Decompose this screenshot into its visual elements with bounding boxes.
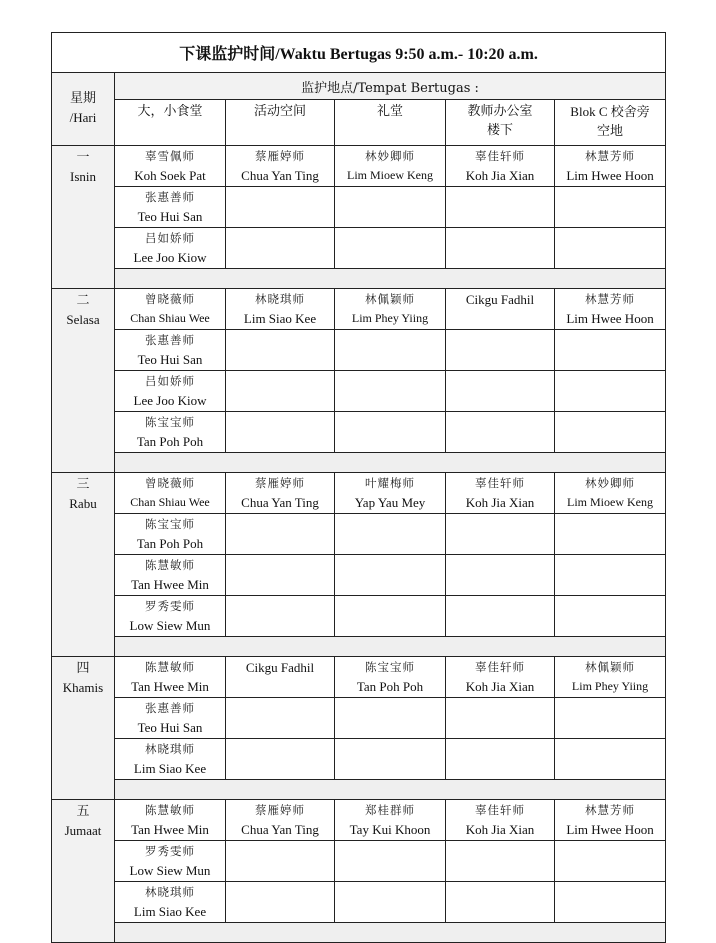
teacher-cell xyxy=(226,187,335,228)
teacher-name-zh: 陈慧敏师 xyxy=(145,660,195,674)
day-ms: Isnin xyxy=(70,169,96,184)
teacher-name-en: Teo Hui San xyxy=(137,352,203,367)
teacher-name-zh: 林晓琪师 xyxy=(145,885,195,899)
col-header-blok-c xyxy=(555,100,666,146)
day-separator xyxy=(115,780,666,800)
teacher-cell xyxy=(226,841,335,882)
teacher-cell xyxy=(555,330,666,371)
teacher-cell xyxy=(115,596,226,637)
day-separator xyxy=(115,637,666,657)
teacher-name-zh: 林佩颖师 xyxy=(585,660,636,674)
teacher-cell xyxy=(446,289,555,330)
teacher-name-zh: 张惠善师 xyxy=(145,190,195,204)
teacher-cell xyxy=(555,371,666,412)
teacher-cell xyxy=(115,841,226,882)
teacher-cell xyxy=(555,841,666,882)
table-row xyxy=(52,657,666,698)
teacher-name-zh: 林晓琪师 xyxy=(145,742,195,756)
col-header-text: 大，小食堂 xyxy=(137,104,203,119)
teacher-cell xyxy=(115,412,226,453)
teacher-name-en: Koh Jia Xian xyxy=(465,168,535,183)
teacher-name-en: Tan Poh Poh xyxy=(136,536,204,551)
teacher-name-zh: 罗秀雯师 xyxy=(145,599,195,613)
teacher-cell xyxy=(555,228,666,269)
teacher-name-en: Koh Soek Pat xyxy=(134,168,206,183)
teacher-cell xyxy=(335,800,446,841)
teacher-cell xyxy=(335,289,446,330)
day-header-ms: /Hari xyxy=(69,110,97,125)
table-row xyxy=(52,228,666,269)
teacher-name-zh: 蔡雁婷师 xyxy=(255,476,305,490)
day-separator-row xyxy=(52,453,666,473)
teacher-name-zh: 张惠善师 xyxy=(145,701,195,715)
teacher-name-zh: 吕如娇师 xyxy=(145,231,195,245)
teacher-cell xyxy=(226,882,335,923)
teacher-name-en: Tan Hwee Min xyxy=(131,822,209,837)
teacher-cell xyxy=(446,739,555,780)
day-separator-row xyxy=(52,780,666,800)
teacher-cell xyxy=(555,882,666,923)
col-header-text: Blok C 校舍旁 xyxy=(570,104,650,119)
teacher-cell xyxy=(555,698,666,739)
teacher-name-en: Lim Hwee Hoon xyxy=(566,311,654,326)
day-cell xyxy=(52,800,115,943)
day-ms: Khamis xyxy=(62,680,104,695)
teacher-name-zh: 吕如娇师 xyxy=(145,374,195,388)
teacher-cell xyxy=(555,146,666,187)
table-row xyxy=(52,841,666,882)
teacher-cell xyxy=(555,187,666,228)
table-row xyxy=(52,412,666,453)
table-row xyxy=(52,596,666,637)
teacher-cell xyxy=(335,882,446,923)
teacher-name-en: Low Siew Mun xyxy=(129,618,211,633)
teacher-cell xyxy=(335,187,446,228)
col-header-staffroom xyxy=(446,100,555,146)
table-row xyxy=(52,289,666,330)
teacher-cell xyxy=(446,841,555,882)
teacher-cell xyxy=(226,739,335,780)
day-ms: Selasa xyxy=(66,312,100,327)
teacher-name-zh: 林慧芳师 xyxy=(585,149,636,163)
teacher-cell xyxy=(226,555,335,596)
teacher-cell xyxy=(446,228,555,269)
day-cell xyxy=(52,146,115,289)
teacher-cell xyxy=(115,228,226,269)
table-row xyxy=(52,330,666,371)
teacher-cell xyxy=(115,146,226,187)
day-zh: 五 xyxy=(76,804,90,819)
day-separator-row xyxy=(52,637,666,657)
teacher-name-en: Cikgu Fadhil xyxy=(245,660,315,675)
table-row xyxy=(52,698,666,739)
teacher-cell xyxy=(335,371,446,412)
teacher-name-en: Lim Mioew Keng xyxy=(567,495,654,509)
teacher-cell xyxy=(226,289,335,330)
day-zh: 二 xyxy=(76,293,90,308)
teacher-name-zh: 陈慧敏师 xyxy=(145,558,195,572)
teacher-cell xyxy=(335,841,446,882)
teacher-cell xyxy=(335,555,446,596)
table-row xyxy=(52,473,666,514)
teacher-cell xyxy=(226,514,335,555)
teacher-cell xyxy=(555,555,666,596)
teacher-cell xyxy=(226,698,335,739)
teacher-cell xyxy=(555,514,666,555)
teacher-name-en: Koh Jia Xian xyxy=(465,495,535,510)
teacher-cell xyxy=(226,596,335,637)
teacher-cell xyxy=(115,698,226,739)
teacher-cell xyxy=(226,371,335,412)
teacher-name-zh: 蔡雁婷师 xyxy=(255,149,305,163)
teacher-name-zh: 陈慧敏师 xyxy=(145,803,195,817)
day-cell xyxy=(52,289,115,473)
teacher-cell xyxy=(555,412,666,453)
teacher-cell xyxy=(226,412,335,453)
teacher-cell xyxy=(335,657,446,698)
col-header-text: 空地 xyxy=(597,123,624,138)
teacher-name-en: Teo Hui San xyxy=(137,720,203,735)
teacher-name-en: Chan Shiau Wee xyxy=(130,311,210,325)
day-separator-row xyxy=(52,923,666,943)
teacher-name-en: Lim Siao Kee xyxy=(133,761,207,776)
teacher-cell xyxy=(446,596,555,637)
day-column-header xyxy=(52,73,115,146)
teacher-name-zh: 曾晓薇师 xyxy=(145,476,195,490)
table-row xyxy=(52,514,666,555)
teacher-cell xyxy=(555,289,666,330)
teacher-cell xyxy=(555,596,666,637)
teacher-cell xyxy=(115,739,226,780)
teacher-name-en: Tan Hwee Min xyxy=(131,679,209,694)
teacher-name-en: Chua Yan Ting xyxy=(241,168,319,183)
teacher-cell xyxy=(335,473,446,514)
teacher-name-en: Tan Poh Poh xyxy=(136,434,204,449)
teacher-cell xyxy=(115,187,226,228)
teacher-name-en: Lee Joo Kiow xyxy=(133,250,207,265)
day-separator-row xyxy=(52,269,666,289)
teacher-cell xyxy=(335,146,446,187)
teacher-name-en: Tan Hwee Min xyxy=(131,577,209,592)
day-cell xyxy=(52,657,115,800)
table-row xyxy=(52,800,666,841)
teacher-name-en: Lee Joo Kiow xyxy=(133,393,207,408)
table-row xyxy=(52,371,666,412)
teacher-cell xyxy=(115,514,226,555)
teacher-cell xyxy=(226,800,335,841)
teacher-name-en: Teo Hui San xyxy=(137,209,203,224)
day-separator xyxy=(115,269,666,289)
teacher-name-en: Lim Hwee Hoon xyxy=(566,822,654,837)
teacher-name-zh: 陈宝宝师 xyxy=(145,415,195,429)
table-row xyxy=(52,187,666,228)
teacher-cell xyxy=(335,596,446,637)
teacher-name-zh: 辜佳轩师 xyxy=(475,803,525,817)
teacher-name-zh: 林慧芳师 xyxy=(585,292,636,306)
teacher-name-en: Koh Jia Xian xyxy=(465,679,535,694)
teacher-name-zh: 罗秀雯师 xyxy=(145,844,195,858)
teacher-cell xyxy=(446,882,555,923)
teacher-cell xyxy=(446,657,555,698)
teacher-cell xyxy=(115,473,226,514)
teacher-name-en: Lim Phey Yiing xyxy=(571,679,649,693)
table-row xyxy=(52,555,666,596)
roster-title: 下课监护时间/Waktu Bertugas 9:50 a.m.- 10:20 a.m. xyxy=(52,33,666,73)
col-header-hall xyxy=(335,100,446,146)
day-ms: Jumaat xyxy=(64,823,102,838)
day-separator xyxy=(115,923,666,943)
day-ms: Rabu xyxy=(69,496,97,511)
teacher-cell xyxy=(226,330,335,371)
teacher-cell xyxy=(335,228,446,269)
teacher-cell xyxy=(115,289,226,330)
teacher-name-zh: 林晓琪师 xyxy=(255,292,305,306)
teacher-name-zh: 陈宝宝师 xyxy=(145,517,195,531)
day-zh: 一 xyxy=(76,150,90,165)
teacher-cell xyxy=(555,739,666,780)
table-row xyxy=(52,739,666,780)
teacher-name-zh: 辜佳轩师 xyxy=(475,476,525,490)
teacher-name-en: Lim Siao Kee xyxy=(243,311,317,326)
col-header-text: 楼下 xyxy=(486,123,513,138)
col-header-canteen xyxy=(115,100,226,146)
teacher-cell xyxy=(555,473,666,514)
duty-roster-table xyxy=(51,32,666,943)
col-header-text: 活动空间 xyxy=(253,104,306,119)
teacher-name-zh: 林慧芳师 xyxy=(585,803,636,817)
teacher-name-en: Lim Hwee Hoon xyxy=(566,168,654,183)
day-header-zh: 星期 xyxy=(69,91,96,106)
table-row xyxy=(52,882,666,923)
teacher-cell xyxy=(446,698,555,739)
teacher-cell xyxy=(335,739,446,780)
teacher-name-en: Chan Shiau Wee xyxy=(130,495,210,509)
teacher-name-zh: 曾晓薇师 xyxy=(145,292,195,306)
teacher-cell xyxy=(446,371,555,412)
teacher-cell xyxy=(446,800,555,841)
table-row xyxy=(52,146,666,187)
teacher-cell xyxy=(115,882,226,923)
teacher-name-zh: 辜佳轩师 xyxy=(475,149,525,163)
teacher-name-en: Chua Yan Ting xyxy=(241,495,319,510)
teacher-cell xyxy=(446,146,555,187)
location-header: 监护地点/Tempat Bertugas : xyxy=(115,73,666,100)
teacher-cell xyxy=(335,698,446,739)
teacher-name-en: Low Siew Mun xyxy=(129,863,211,878)
teacher-name-en: Tay Kui Khoon xyxy=(349,822,431,837)
teacher-name-en: Koh Jia Xian xyxy=(465,822,535,837)
teacher-name-en: Lim Siao Kee xyxy=(133,904,207,919)
teacher-name-en: Lim Mioew Keng xyxy=(347,168,433,182)
day-separator xyxy=(115,453,666,473)
teacher-name-zh: 蔡雁婷师 xyxy=(255,803,305,817)
teacher-name-zh: 辜雪佩师 xyxy=(145,149,195,163)
col-header-activity-space xyxy=(226,100,335,146)
teacher-cell xyxy=(446,514,555,555)
teacher-cell xyxy=(446,555,555,596)
teacher-cell xyxy=(446,187,555,228)
teacher-name-zh: 辜佳轩师 xyxy=(475,660,525,674)
teacher-cell xyxy=(335,412,446,453)
day-cell xyxy=(52,473,115,657)
teacher-cell xyxy=(226,657,335,698)
teacher-name-en: Chua Yan Ting xyxy=(241,822,319,837)
teacher-name-en: Tan Poh Poh xyxy=(356,679,424,694)
teacher-cell xyxy=(115,555,226,596)
day-zh: 四 xyxy=(76,661,90,676)
teacher-cell xyxy=(555,657,666,698)
teacher-cell xyxy=(115,657,226,698)
teacher-name-zh: 郑桂群师 xyxy=(365,803,415,817)
teacher-cell xyxy=(446,473,555,514)
teacher-cell xyxy=(335,514,446,555)
teacher-cell xyxy=(115,371,226,412)
day-zh: 三 xyxy=(76,477,90,492)
teacher-name-zh: 陈宝宝师 xyxy=(365,660,415,674)
teacher-cell xyxy=(226,146,335,187)
teacher-cell xyxy=(115,330,226,371)
teacher-cell xyxy=(446,330,555,371)
teacher-name-en: Lim Phey Yiing xyxy=(351,311,429,325)
col-header-text: 礼堂 xyxy=(376,104,403,119)
col-header-text: 教师办公室 xyxy=(467,104,533,119)
teacher-cell xyxy=(555,800,666,841)
teacher-cell xyxy=(226,473,335,514)
teacher-cell xyxy=(115,800,226,841)
teacher-name-zh: 林佩颖师 xyxy=(365,292,415,306)
teacher-cell xyxy=(335,330,446,371)
teacher-name-zh: 林妙卿师 xyxy=(585,476,636,490)
teacher-name-en: Yap Yau Mey xyxy=(354,495,426,510)
teacher-name-zh: 林妙卿师 xyxy=(365,149,415,163)
teacher-name-zh: 叶耀梅师 xyxy=(365,476,415,490)
teacher-name-en: Cikgu Fadhil xyxy=(465,292,535,307)
teacher-cell xyxy=(446,412,555,453)
teacher-name-zh: 张惠善师 xyxy=(145,333,195,347)
teacher-cell xyxy=(226,228,335,269)
